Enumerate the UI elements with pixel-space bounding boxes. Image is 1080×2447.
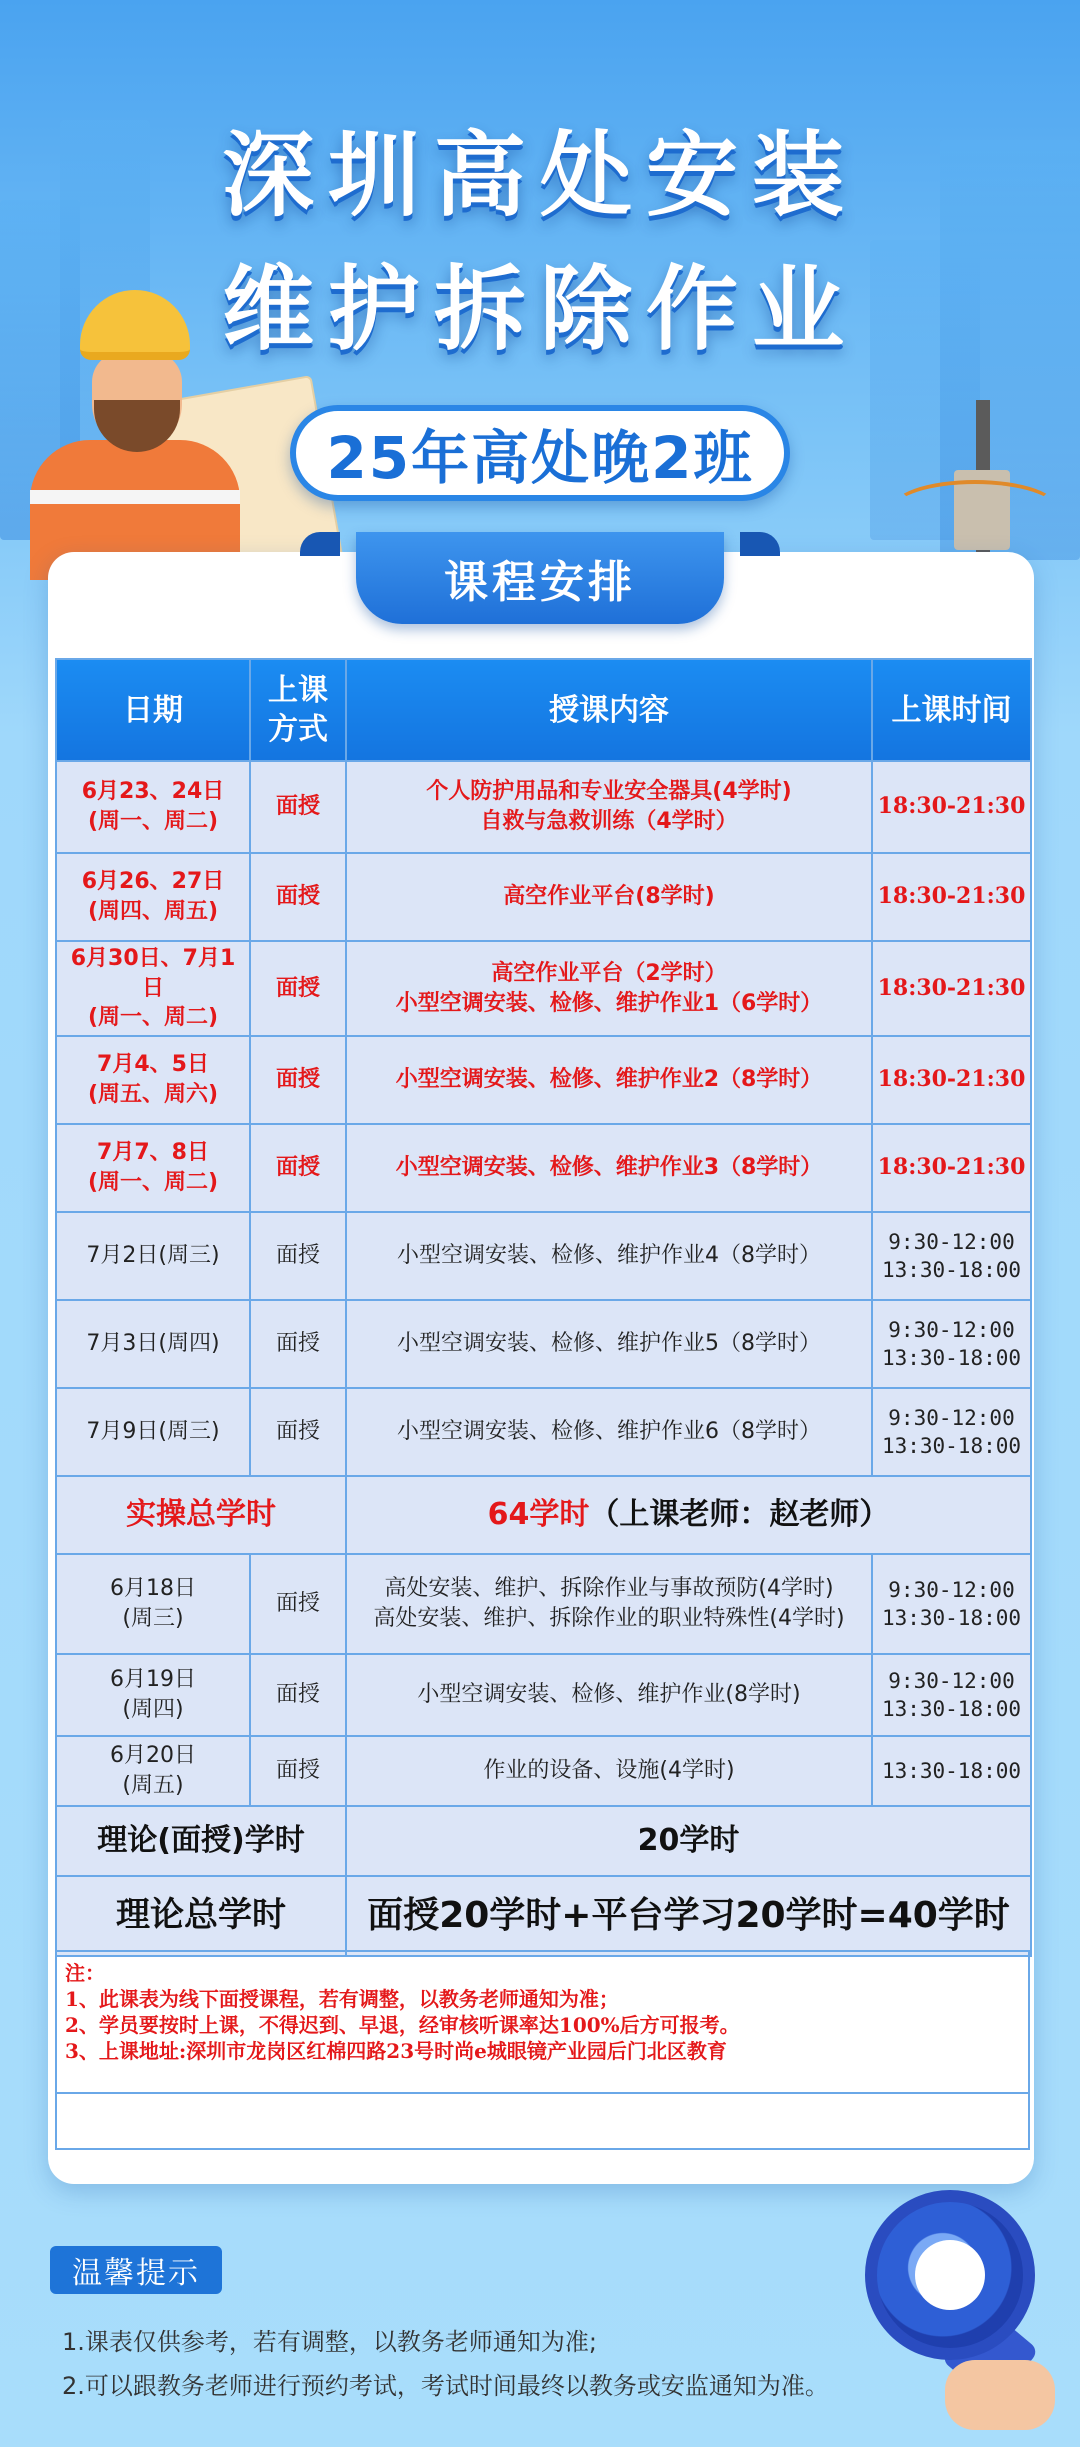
date-cell: 7月3日(周四)	[56, 1300, 250, 1388]
class-name-badge: 25年高处晚2班	[290, 405, 790, 501]
schedule-table-wrapper	[55, 658, 1030, 1957]
mode-cell: 面授	[250, 1554, 346, 1654]
practical-total-value	[346, 1476, 1031, 1554]
notes-blank-row	[55, 2094, 1030, 2150]
date-cell: 7月7、8日 (周一、周二)	[56, 1124, 250, 1212]
table-row	[56, 1124, 1031, 1212]
date-cell: 6月19日 (周四)	[56, 1654, 250, 1736]
time-cell: 9:30-12:00 13:30-18:00	[872, 1654, 1031, 1736]
mode-cell: 面授	[250, 941, 346, 1036]
content-cell: 小型空调安装、检修、维护作业2（8学时）	[346, 1036, 872, 1124]
tab-ear-right	[740, 532, 780, 556]
notes-title: 注：	[65, 1961, 105, 1985]
teacher-name: （上课老师：赵老师）	[589, 1496, 890, 1532]
table-row	[56, 761, 1031, 853]
time-cell: 13:30-18:00	[872, 1736, 1031, 1806]
time-cell: 18:30-21:30	[872, 1124, 1031, 1212]
title-line-1: 深圳高处安装	[221, 122, 858, 229]
table-row	[56, 1736, 1031, 1806]
schedule-body	[56, 761, 1031, 1956]
date-cell: 7月9日(周三)	[56, 1388, 250, 1476]
table-row	[56, 1654, 1031, 1736]
theory-total-label: 理论总学时	[56, 1876, 346, 1956]
mode-cell: 面授	[250, 1736, 346, 1806]
mode-cell: 面授	[250, 853, 346, 941]
date-cell: 6月18日 (周三)	[56, 1554, 250, 1654]
time-cell: 9:30-12:00 13:30-18:00	[872, 1212, 1031, 1300]
date-cell: 6月26、27日 (周四、周五)	[56, 853, 250, 941]
table-row	[56, 853, 1031, 941]
table-row	[56, 1036, 1031, 1124]
note-line: 3、上课地址:深圳市龙岗区红棉四路23号时尚e城眼镜产业园后门北区教育	[65, 2039, 727, 2063]
date-cell: 6月23、24日 (周一、周二)	[56, 761, 250, 853]
mode-cell: 面授	[250, 1124, 346, 1212]
time-cell: 9:30-12:00 13:30-18:00	[872, 1388, 1031, 1476]
practical-total-label: 实操总学时	[56, 1476, 346, 1554]
date-cell: 6月30日、7月1日 (周一、周二)	[56, 941, 250, 1036]
mode-cell: 面授	[250, 1654, 346, 1736]
mode-cell: 面授	[250, 1036, 346, 1124]
time-cell: 18:30-21:30	[872, 761, 1031, 853]
content-cell: 作业的设备、设施(4学时)	[346, 1736, 872, 1806]
table-row	[56, 1388, 1031, 1476]
header-time: 上课时间	[872, 659, 1031, 761]
practical-total-row	[56, 1476, 1031, 1554]
mode-cell: 面授	[250, 1212, 346, 1300]
date-cell: 7月4、5日 (周五、周六)	[56, 1036, 250, 1124]
table-header-row	[56, 659, 1031, 761]
tip-line: 1.课表仅供参考，若有调整，以教务老师通知为准;	[62, 2328, 597, 2356]
time-cell: 9:30-12:00 13:30-18:00	[872, 1554, 1031, 1654]
table-row	[56, 1212, 1031, 1300]
mode-cell: 面授	[250, 1388, 346, 1476]
header-mode: 上课 方式	[250, 659, 346, 761]
content-cell: 个人防护用品和专业安全器具(4学时) 自救与急救训练（4学时）	[346, 761, 872, 853]
time-cell: 9:30-12:00 13:30-18:00	[872, 1300, 1031, 1388]
theory-total-value: 面授20学时+平台学习20学时=40学时	[346, 1876, 1031, 1956]
practical-total-hours: 64学时	[487, 1496, 590, 1532]
theory-total-row	[56, 1876, 1031, 1956]
time-cell: 18:30-21:30	[872, 941, 1031, 1036]
theory-face-row	[56, 1806, 1031, 1876]
time-cell: 18:30-21:30	[872, 853, 1031, 941]
table-row	[56, 1300, 1031, 1388]
date-cell: 6月20日 (周五)	[56, 1736, 250, 1806]
note-line: 2、学员要按时上课，不得迟到、早退，经审核听课率达100%后方可报考。	[65, 2013, 740, 2037]
theory-face-value: 20学时	[346, 1806, 1031, 1876]
content-cell: 高空作业平台（2学时） 小型空调安装、检修、维护作业1（6学时）	[346, 941, 872, 1036]
table-row	[56, 1554, 1031, 1654]
header-content: 授课内容	[346, 659, 872, 761]
content-cell: 小型空调安装、检修、维护作业(8学时)	[346, 1654, 872, 1736]
content-cell: 小型空调安装、检修、维护作业5（8学时）	[346, 1300, 872, 1388]
content-cell: 高处安装、维护、拆除作业与事故预防(4学时) 高处安装、维护、拆除作业的职业特殊性(4学时)	[346, 1554, 872, 1654]
wire-illustration	[890, 480, 1060, 540]
tip-line: 2.可以跟教务老师进行预约考试，考试时间最终以教务或安监通知为准。	[62, 2372, 829, 2400]
note-line: 1、此课表为线下面授课程，若有调整，以教务老师通知为准；	[65, 1987, 619, 2011]
tips-badge: 温馨提示	[50, 2246, 222, 2294]
notes-box	[55, 1950, 1030, 2094]
content-cell: 小型空调安装、检修、维护作业3（8学时）	[346, 1124, 872, 1212]
table-row	[56, 941, 1031, 1036]
schedule-table	[55, 658, 1032, 1957]
section-title: 课程安排	[356, 532, 724, 624]
title-line-2: 维护拆除作业	[221, 256, 858, 363]
megaphone-icon	[845, 2170, 1075, 2440]
theory-face-label: 理论(面授)学时	[56, 1806, 346, 1876]
time-cell: 18:30-21:30	[872, 1036, 1031, 1124]
content-cell: 小型空调安装、检修、维护作业4（8学时）	[346, 1212, 872, 1300]
mode-cell: 面授	[250, 761, 346, 853]
header-date: 日期	[56, 659, 250, 761]
content-cell: 小型空调安装、检修、维护作业6（8学时）	[346, 1388, 872, 1476]
date-cell: 7月2日(周三)	[56, 1212, 250, 1300]
mode-cell: 面授	[250, 1300, 346, 1388]
content-cell: 高空作业平台(8学时)	[346, 853, 872, 941]
